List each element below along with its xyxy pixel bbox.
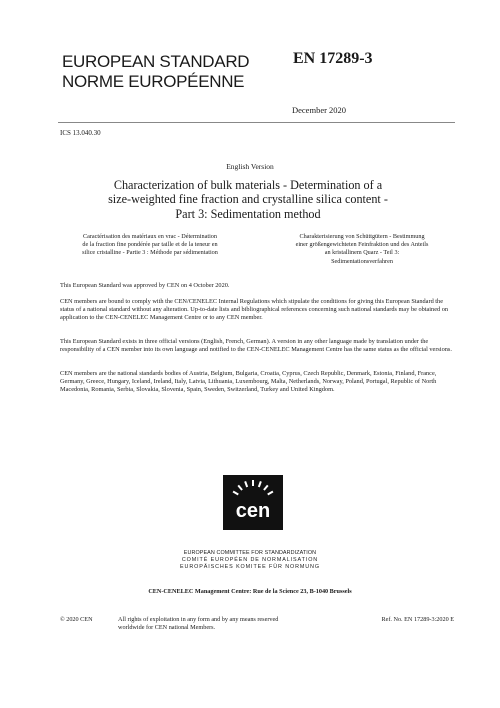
cen-logo bbox=[223, 475, 283, 530]
committee-name-de: EUROPÄISCHES KOMITEE FÜR NORMUNG bbox=[180, 564, 320, 570]
cen-logo-text: cen bbox=[235, 500, 271, 522]
reference-number: Ref. No. EN 17289-3:2020 E bbox=[381, 616, 454, 623]
ics-code: ICS 13.040.30 bbox=[60, 129, 101, 137]
version-label: English Version bbox=[226, 162, 274, 171]
approval-paragraph: This European Standard was approved by CEN on 4 October 2020. bbox=[60, 282, 230, 289]
members-paragraph: CEN members are bound to comply with the CEN/CENELEC Internal Regulations which stipulate the conditions for giving this European Standard the status of a national standard without any alteration. Up-to-date lists and bibliographical references concerning such national standards may be obtained on application to the CEN-CENELEC Management Centre or to any CEN member. bbox=[60, 298, 449, 322]
german-title-line: an kristallinem Quarz - Teil 3: bbox=[324, 249, 400, 257]
rights-line: worldwide for CEN national Members. bbox=[118, 624, 216, 631]
bodies-paragraph: CEN members are the national standards bodies of Austria, Belgium, Bulgaria, Croatia, Cyprus, Czech Republic, Denmark, Estonia, Finland, France, Germany, Greece, Hungary, Iceland, Ireland, Italy, Latvia, Lithuania, Luxembourg, Malta, Netherlands, Norway, Poland, Portugal, Republic of North Macedonia, Romania, Serbia, Slovakia, Slovenia, Spain, Sweden, Switzerland, Turkey and United Kingdom. bbox=[60, 370, 437, 394]
french-title-line: Caractérisation des matériaux en vrac - Détermination bbox=[82, 233, 217, 240]
header-divider bbox=[58, 122, 455, 123]
standard-number: EN 17289-3 bbox=[293, 50, 373, 67]
rights-line: All rights of exploitation in any form and by any means reserved bbox=[118, 616, 279, 623]
standard-heading bbox=[62, 52, 249, 92]
german-title bbox=[268, 233, 456, 266]
german-title-line: Sedimentationsverfahren bbox=[331, 257, 393, 265]
title-line: Part 3: Sedimentation method bbox=[175, 206, 321, 221]
standard-heading-fr: NORME EUROPÉENNE bbox=[62, 72, 245, 91]
french-title-line: de la fraction fine pondérée par taille et de la teneur en bbox=[82, 241, 218, 249]
committee-name-en: EUROPEAN COMMITTEE FOR STANDARDIZATION bbox=[183, 550, 317, 556]
standard-heading-en: EUROPEAN STANDARD bbox=[62, 52, 250, 71]
german-title-line: Charakterisierung von Schüttgütern - Bestimmung bbox=[299, 233, 425, 240]
copyright: © 2020 CEN bbox=[60, 616, 93, 623]
title-line: Characterization of bulk materials - Determination of a bbox=[113, 178, 383, 192]
french-title bbox=[60, 233, 240, 258]
committee-name-fr: COMITÉ EUROPÉEN DE NORMALISATION bbox=[181, 557, 319, 563]
rights-notice bbox=[118, 616, 328, 632]
document-title bbox=[82, 178, 414, 221]
publication-date: December 2020 bbox=[292, 105, 347, 115]
management-centre-address: CEN-CENELEC Management Centre: Rue de la Science 23, B-1040 Brussels bbox=[148, 588, 352, 595]
versions-paragraph: This European Standard exists in three official versions (English, French, German). A version in any other language made by translation under the responsibility of a CEN member into its own language and notified to the CEN-CENELEC Management Centre has the same status as the official versions. bbox=[60, 338, 452, 354]
cen-logo-graphic bbox=[223, 475, 283, 530]
german-title-line: einer größengewichteten Feinfraktion und des Anteils bbox=[295, 241, 429, 249]
french-title-line: silice cristalline - Partie 3 : Méthode par sédimentation bbox=[82, 249, 218, 257]
title-line: size-weighted fine fraction and crystalline silica content - bbox=[108, 192, 388, 207]
